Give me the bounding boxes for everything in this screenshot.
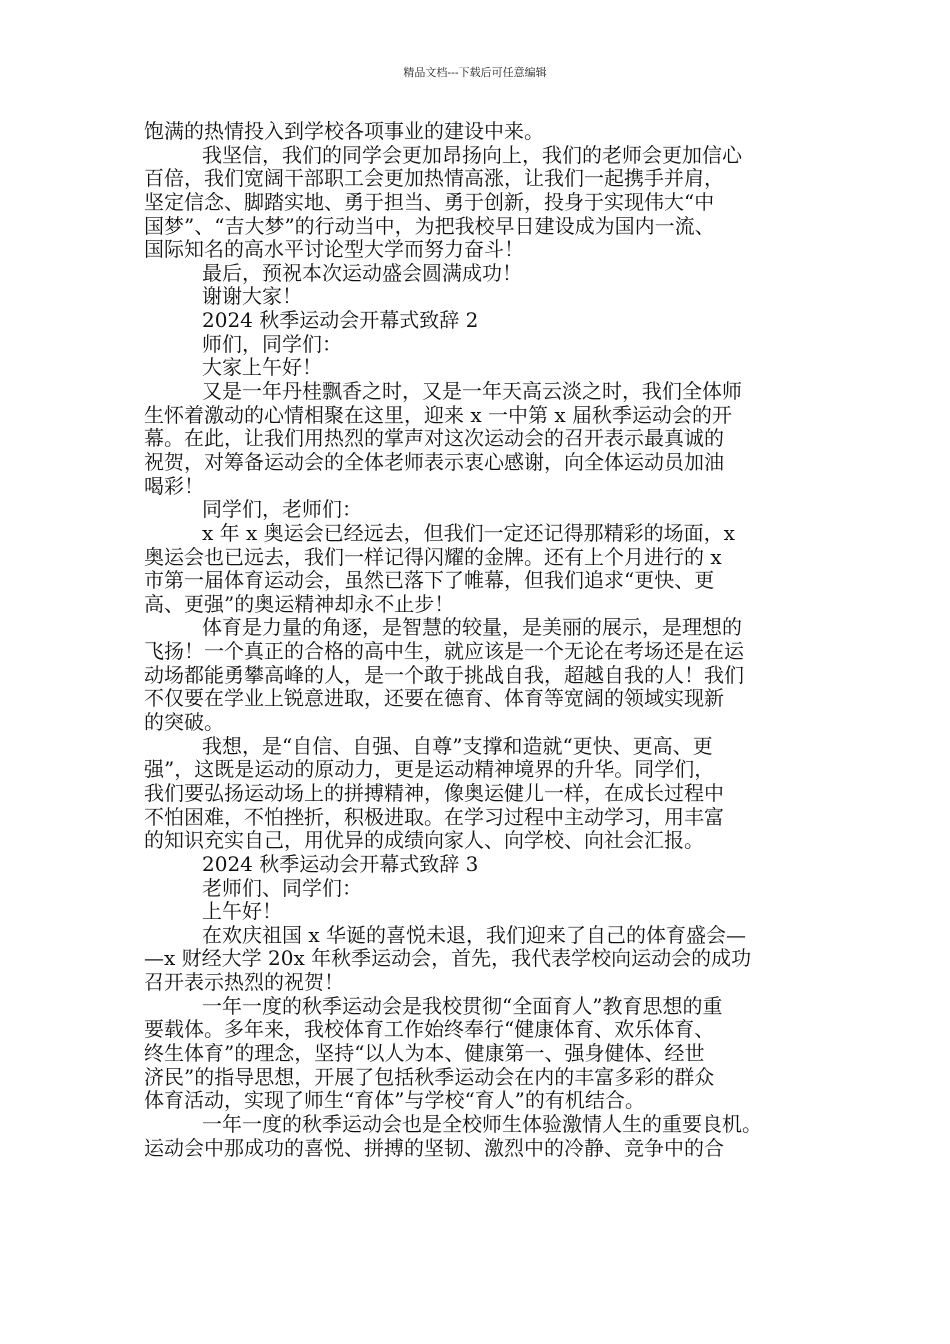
text-line: 要载体。多年来，我校体育工作始终奉行“健康体育、欢乐体育、 (144, 1018, 715, 1042)
text-line: 又是一年丹桂飘香之时，又是一年天高云淡之时，我们全体师 (202, 380, 742, 404)
text-line: 奥运会也已远去，我们一样记得闪耀的金牌。还有上个月进行的 x (144, 545, 722, 569)
text-line: 国际知名的高水平讨论型大学而努力奋斗！ (144, 238, 524, 262)
text-line: 饱满的热情投入到学校各项事业的建设中来。 (144, 120, 544, 143)
text-line: 我想，是“自信、自强、自尊”支撑和造就“更快、更高、更 (202, 734, 713, 758)
text-line: 我们要弘扬运动场上的拼搏精神，像奥运健儿一样，在成长过程中 (144, 781, 724, 805)
text-line: 在欢庆祖国 x 华诞的喜悦未退，我们迎来了自己的体育盛会— (202, 923, 746, 947)
text-line: 我坚信，我们的同学会更加昂扬向上，我们的老师会更加信心 (202, 143, 742, 167)
text-line: 体育是力量的角逐，是智慧的较量，是美丽的展示，是理想的 (202, 616, 742, 640)
document-body (144, 120, 830, 1160)
text-line: 一年一度的秋季运动会是我校贯彻“全面育人”教育思想的重 (202, 994, 723, 1018)
text-line: 喝彩！ (144, 474, 204, 498)
text-line: 动场都能勇攀高峰的人，是一个敢于挑战自我，超越自我的人！我们 (144, 663, 744, 687)
text-line: 市第一届体育运动会，虽然已落下了帷幕，但我们追求“更快、更 (144, 569, 715, 593)
text-line: —x 财经大学 20x 年秋季运动会，首先，我代表学校向运动会的成功 (144, 947, 752, 971)
text-line: 召开表示热烈的祝贺！ (144, 971, 344, 995)
text-line: x 年 x 奥运会已经远去，但我们一定还记得那精彩的场面，x (202, 521, 735, 545)
text-line: 2024 秋季运动会开幕式致辞 3 (202, 852, 479, 876)
text-line: 飞扬！一个真正的合格的高中生，就应该是一个无论在考场还是在运 (144, 640, 744, 664)
text-line: 大家上午好！ (202, 356, 322, 380)
text-line: 坚定信念、脚踏实地、勇于担当、勇于创新，投身于实现伟大“中 (144, 190, 715, 214)
text-line: 谢谢大家！ (202, 285, 302, 309)
text-line: 师们，同学们： (202, 332, 342, 356)
text-line: 2024 秋季运动会开幕式致辞 2 (202, 309, 479, 333)
text-line: 终生体育”的理念，坚持“以人为本、健康第一、强身健体、经世 (144, 1041, 705, 1065)
text-line: 不仅要在学业上锐意进取，还要在德育、体育等宽阔的领域实现新 (144, 687, 724, 711)
page-header: 精品文档---下载后可任意编辑 (403, 66, 547, 79)
text-line: 高、更强”的奥运精神却永不止步！ (144, 592, 455, 616)
text-line: 祝贺，对筹备运动会的全体老师表示衷心感谢，向全体运动员加油 (144, 450, 724, 474)
text-line: 幕。在此，让我们用热烈的掌声对这次运动会的召开表示最真诚的 (144, 427, 724, 451)
text-line: 不怕困难，不怕挫折，积极进取。在学习过程中主动学习，用丰富 (144, 805, 724, 829)
text-line: 百倍，我们宽阔干部职工会更加热情高涨，让我们一起携手并肩， (144, 167, 724, 191)
text-line: 生怀着激动的心情相聚在这里，迎来 x 一中第 x 届秋季运动会的开 (144, 403, 732, 427)
text-line: 老师们、同学们： (202, 876, 362, 900)
text-line: 上午好！ (202, 900, 282, 924)
text-line: 的知识充实自己，用优异的成绩向家人、向学校、向社会汇报。 (144, 829, 704, 853)
text-line: 国梦”、“吉大梦”的行动当中，为把我校早日建设成为国内一流、 (144, 214, 715, 238)
text-line: 最后，预祝本次运动盛会圆满成功！ (202, 261, 522, 285)
text-line: 强”，这既是运动的原动力，更是运动精神境界的升华。同学们， (144, 758, 715, 782)
text-line: 体育活动，实现了师生“育体”与学校“育人”的有机结合。 (144, 1089, 645, 1113)
text-line: 的突破。 (144, 711, 224, 735)
text-line: 运动会中那成功的喜悦、拼搏的坚韧、激烈中的冷静、竞争中的合 (144, 1136, 724, 1160)
text-line: 济民”的指导思想，开展了包括秋季运动会在内的丰富多彩的群众 (144, 1065, 715, 1089)
text-line: 同学们，老师们： (202, 498, 362, 522)
text-line: 一年一度的秋季运动会也是全校师生体验激情人生的重要良机。 (202, 1112, 762, 1136)
